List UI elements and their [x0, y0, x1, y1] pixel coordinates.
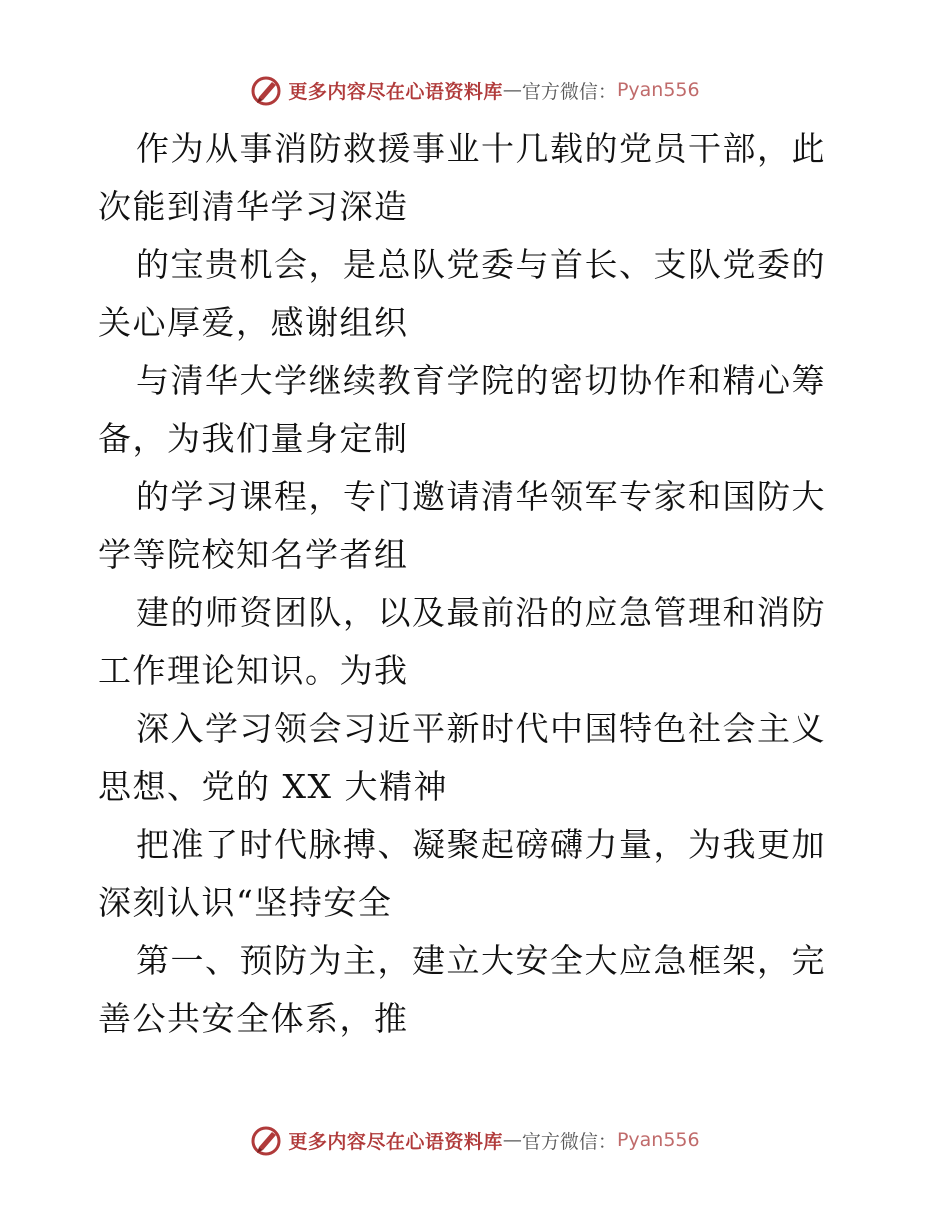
pen-logo-icon: [250, 1123, 284, 1157]
paragraph: 与清华大学继续教育学院的密切协作和精心筹备，为我们量身定制: [98, 361, 826, 458]
paragraph: 把准了时代脉搏、凝聚起磅礴力量，为我更加深刻认识“坚持安全: [98, 825, 826, 922]
banner-wechat-id: Pyan556: [616, 79, 700, 101]
banner-wechat-id: Pyan556: [616, 1129, 700, 1151]
paragraph: 的宝贵机会，是总队党委与首长、支队党委的关心厚爱，感谢组织: [98, 245, 826, 342]
paragraph: 第一、预防为主，建立大安全大应急框架，完善公共安全体系，推: [98, 941, 826, 1038]
banner-separator: —: [502, 1129, 522, 1151]
footer-banner: [0, 1120, 950, 1160]
paragraph: 深入学习领会习近平新时代中国特色社会主义思想、党的 XX 大精神: [98, 709, 826, 806]
banner-main-text: 更多内容尽在心语资料库: [288, 1130, 503, 1153]
paragraph: 建的师资团队，以及最前沿的应急管理和消防工作理论知识。为我: [98, 593, 826, 690]
paragraph: 的学习课程，专门邀请清华领军专家和国防大学等院校知名学者组: [98, 477, 826, 574]
banner-sub-text: 官方微信：: [521, 1130, 617, 1153]
banner-sub-text: 官方微信：: [521, 80, 617, 103]
banner-main-text: 更多内容尽在心语资料库: [288, 80, 503, 103]
document-body: [98, 120, 858, 1048]
banner-separator: —: [502, 79, 522, 101]
paragraph: 作为从事消防救援事业十几载的党员干部，此次能到清华学习深造: [98, 129, 826, 226]
header-banner: [0, 70, 950, 110]
pen-logo-icon: [250, 73, 284, 107]
